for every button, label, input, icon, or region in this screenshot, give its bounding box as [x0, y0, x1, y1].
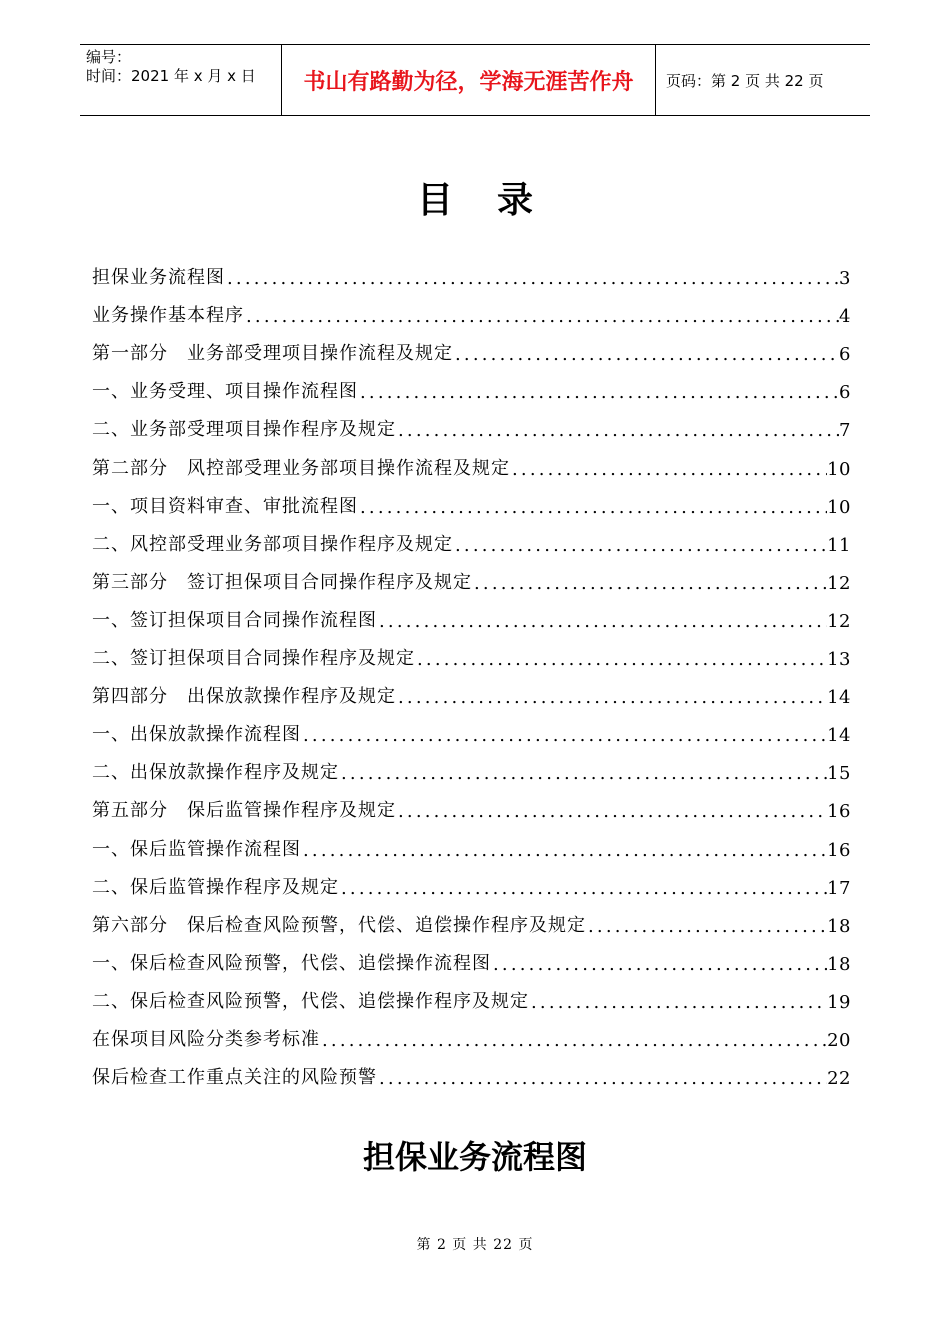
toc-entry-page: 16 — [827, 801, 851, 823]
toc-leader-dots — [225, 268, 839, 289]
toc-entry[interactable] — [92, 556, 851, 594]
toc-entry[interactable] — [92, 937, 851, 975]
toc-entry[interactable] — [92, 670, 851, 708]
toc-leader-dots — [339, 878, 827, 899]
toc-entry[interactable] — [92, 975, 851, 1013]
toc-entry-page: 18 — [827, 915, 851, 937]
toc-entry-label: 第二部分 风控部受理业务部项目操作流程及规定 — [92, 457, 510, 479]
toc-entry-label: 担保业务流程图 — [92, 267, 225, 289]
toc-entry[interactable] — [92, 746, 851, 784]
toc-entry-page: 4 — [839, 306, 851, 328]
number-label: 编号： — [86, 48, 132, 66]
toc-entry-page: 20 — [827, 1029, 851, 1051]
toc-leader-dots — [339, 763, 827, 784]
time-label: 时间：2021 年 x 月 x 日 — [86, 67, 256, 85]
toc-entry[interactable] — [92, 899, 851, 937]
toc-entry-label: 一、出保放款操作流程图 — [92, 724, 301, 746]
document-header — [80, 44, 870, 116]
toc-entry[interactable] — [92, 1051, 851, 1089]
section-heading: 担保业务流程图 — [362, 1138, 587, 1176]
toc-entry-label: 第五部分 保后监管操作程序及规定 — [92, 800, 396, 822]
toc-entry-label: 二、业务部受理项目操作程序及规定 — [92, 419, 396, 441]
header-meta — [80, 45, 282, 115]
toc-entry-page: 16 — [827, 839, 851, 861]
toc-entry-label: 二、保后检查风险预警，代偿、追偿操作程序及规定 — [92, 990, 529, 1012]
toc-leader-dots — [377, 1068, 827, 1089]
toc-entry[interactable] — [92, 594, 851, 632]
toc-leader-dots — [453, 344, 839, 365]
toc-leader-dots — [301, 725, 827, 746]
toc-entry-label: 二、签订担保项目合同操作程序及规定 — [92, 648, 415, 670]
toc-entry-label: 第四部分 出保放款操作程序及规定 — [92, 686, 396, 708]
toc-leader-dots — [510, 459, 827, 480]
toc-entry-page: 13 — [827, 649, 851, 671]
toc-entry[interactable] — [92, 365, 851, 403]
toc-leader-dots — [396, 420, 839, 441]
toc-entry-label: 一、签订担保项目合同操作流程图 — [92, 609, 377, 631]
toc-entry[interactable] — [92, 784, 851, 822]
toc-entry-page: 17 — [827, 877, 851, 899]
toc-entry-label: 一、项目资料审查、审批流程图 — [92, 495, 358, 517]
toc-leader-dots — [586, 916, 827, 937]
toc-entry[interactable] — [92, 480, 851, 518]
toc-leader-dots — [529, 992, 827, 1013]
toc-entry[interactable] — [92, 251, 851, 289]
toc-entry[interactable] — [92, 822, 851, 860]
header-page-info: 页码：第 2 页 共 22 页 — [666, 71, 824, 90]
table-of-contents — [92, 251, 851, 1089]
toc-leader-dots — [301, 840, 827, 861]
toc-entry-label: 第一部分 业务部受理项目操作流程及规定 — [92, 343, 453, 365]
toc-entry-page: 3 — [839, 268, 851, 290]
toc-entry-page: 7 — [839, 420, 851, 442]
toc-entry-label: 业务操作基本程序 — [92, 305, 244, 327]
toc-entry-label: 第三部分 签订担保项目合同操作程序及规定 — [92, 571, 472, 593]
toc-entry[interactable] — [92, 632, 851, 670]
toc-entry-label: 一、业务受理、项目操作流程图 — [92, 381, 358, 403]
toc-entry-label: 二、保后监管操作程序及规定 — [92, 876, 339, 898]
toc-entry-page: 10 — [827, 458, 851, 480]
toc-entry[interactable] — [92, 289, 851, 327]
page-title: 目录 — [416, 180, 577, 221]
toc-entry[interactable] — [92, 403, 851, 441]
toc-leader-dots — [244, 306, 839, 327]
page-footer: 第 2 页 共 22 页 — [416, 1237, 534, 1253]
toc-entry-page: 6 — [839, 382, 851, 404]
toc-leader-dots — [358, 497, 827, 518]
toc-leader-dots — [320, 1030, 827, 1051]
toc-entry[interactable] — [92, 441, 851, 479]
toc-entry-label: 一、保后监管操作流程图 — [92, 838, 301, 860]
toc-entry-page: 6 — [839, 344, 851, 366]
toc-leader-dots — [358, 382, 839, 403]
header-motto: 书山有路勤为径，学海无涯苦作舟 — [282, 45, 656, 115]
toc-entry-label: 保后检查工作重点关注的风险预警 — [92, 1067, 377, 1089]
toc-entry-label: 二、出保放款操作程序及规定 — [92, 762, 339, 784]
toc-entry-page: 15 — [827, 763, 851, 785]
toc-leader-dots — [377, 611, 827, 632]
toc-entry[interactable] — [92, 708, 851, 746]
toc-entry-label: 二、风控部受理业务部项目操作程序及规定 — [92, 533, 453, 555]
toc-entry-page: 11 — [827, 534, 851, 556]
toc-entry[interactable] — [92, 327, 851, 365]
toc-entry-page: 14 — [827, 687, 851, 709]
toc-entry-page: 10 — [827, 496, 851, 518]
toc-leader-dots — [396, 801, 827, 822]
toc-leader-dots — [472, 573, 827, 594]
toc-leader-dots — [453, 535, 827, 556]
toc-entry-page: 12 — [827, 572, 851, 594]
toc-entry-label: 一、保后检查风险预警，代偿、追偿操作流程图 — [92, 952, 491, 974]
toc-entry-label: 第六部分 保后检查风险预警，代偿、追偿操作程序及规定 — [92, 914, 586, 936]
toc-entry-page: 14 — [827, 725, 851, 747]
toc-entry[interactable] — [92, 1013, 851, 1051]
toc-entry[interactable] — [92, 518, 851, 556]
toc-leader-dots — [415, 649, 827, 670]
toc-leader-dots — [396, 687, 827, 708]
toc-leader-dots — [491, 954, 827, 975]
toc-entry-page: 19 — [827, 991, 851, 1013]
toc-entry-label: 在保项目风险分类参考标准 — [92, 1028, 320, 1050]
toc-entry[interactable] — [92, 861, 851, 899]
toc-entry-page: 22 — [827, 1068, 851, 1090]
toc-entry-page: 18 — [827, 953, 851, 975]
toc-entry-page: 12 — [827, 610, 851, 632]
